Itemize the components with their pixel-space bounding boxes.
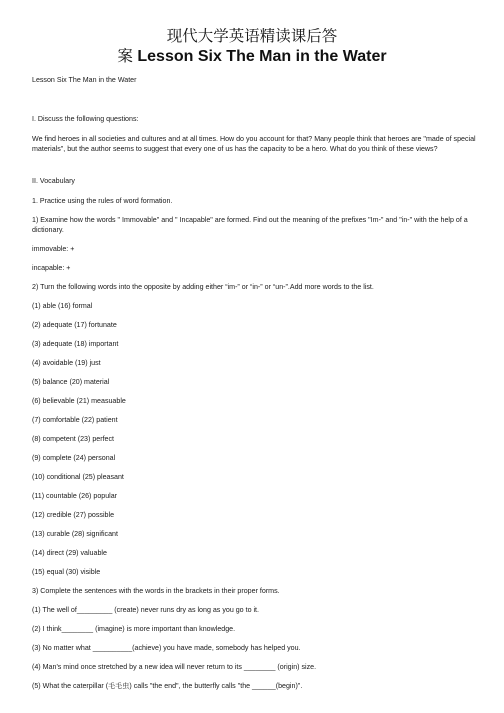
vocab-question-3: 3) Complete the sentences with the words in the brackets in their proper forms. [32, 587, 280, 595]
vocab-item-1: 1. Practice using the rules of word formation. [32, 197, 173, 205]
word-row: (7) comfortable (22) patient [32, 416, 118, 424]
title-line-1: 现代大学英语精读课后答 [166, 27, 338, 45]
sentence-item: (1) The well of_________ (create) never runs dry as long as you go to it. [32, 606, 259, 614]
word-row: (3) adequate (18) important [32, 340, 119, 348]
title-line-2-cn: 案 [117, 47, 133, 65]
word-row: (13) curable (28) significant [32, 530, 118, 538]
subtitle: Lesson Six The Man in the Water [32, 76, 137, 84]
vocab-question-1: 1) Examine how the words " Immovable" and " Incapable" are formed. Find out the meaning of the prefixes "Im-" and "in-" with the help of a dictionary. [32, 216, 468, 234]
sentence-item: (2) I think________ (imagine) is more important than knowledge. [32, 625, 236, 633]
word-row: (9) complete (24) personal [32, 454, 116, 462]
word-row: (6) believable (21) measuable [32, 397, 126, 405]
word-row: (10) conditional (25) pleasant [32, 473, 124, 481]
word-row: (4) avoidable (19) just [32, 359, 101, 367]
vocab-question-2: 2) Turn the following words into the opposite by adding either “im-” or “in-” or “un-”.Add more words to the list. [32, 283, 374, 291]
sentence-item: (4) Man's mind once stretched by a new idea will never return to its ________ (origin) size. [32, 663, 317, 671]
section-2-heading: II. Vocabulary [32, 177, 75, 185]
word-row: (11) countable (26) popular [32, 492, 118, 500]
word-row: (15) equal (30) visible [32, 568, 101, 576]
word-row: (1) able (16) formal [32, 302, 93, 310]
word-row: (5) balance (20) material [32, 378, 110, 386]
word-row: (12) credible (27) possible [32, 511, 115, 519]
word-row: (2) adequate (17) fortunate [32, 321, 117, 329]
word-row: (14) direct (29) valuable [32, 549, 107, 557]
section-1-heading: I. Discuss the following questions: [32, 115, 139, 123]
immovable-line: immovable: + [32, 245, 75, 253]
incapable-line: incapable: + [32, 264, 71, 272]
title-line-2 [20, 46, 484, 67]
sentence-item: (5) What the caterpillar (毛毛虫) calls "the end", the butterfly calls "the ______(begin)". [32, 682, 303, 690]
section-1-paragraph: We find heroes in all societies and cultures and at all times. How do you account for that? Many people think that heroes are "made of special materials", but the author seems to suggest that every one of us has the capacity to be a hero. What do you think of these views? [32, 135, 476, 153]
word-row: (8) competent (23) perfect [32, 435, 115, 443]
sentence-item: (3) No matter what __________(achieve) you have made, somebody has helped you. [32, 644, 301, 652]
title-line-2-en: Lesson Six The Man in the Water [132, 48, 387, 65]
page-title [20, 26, 484, 67]
